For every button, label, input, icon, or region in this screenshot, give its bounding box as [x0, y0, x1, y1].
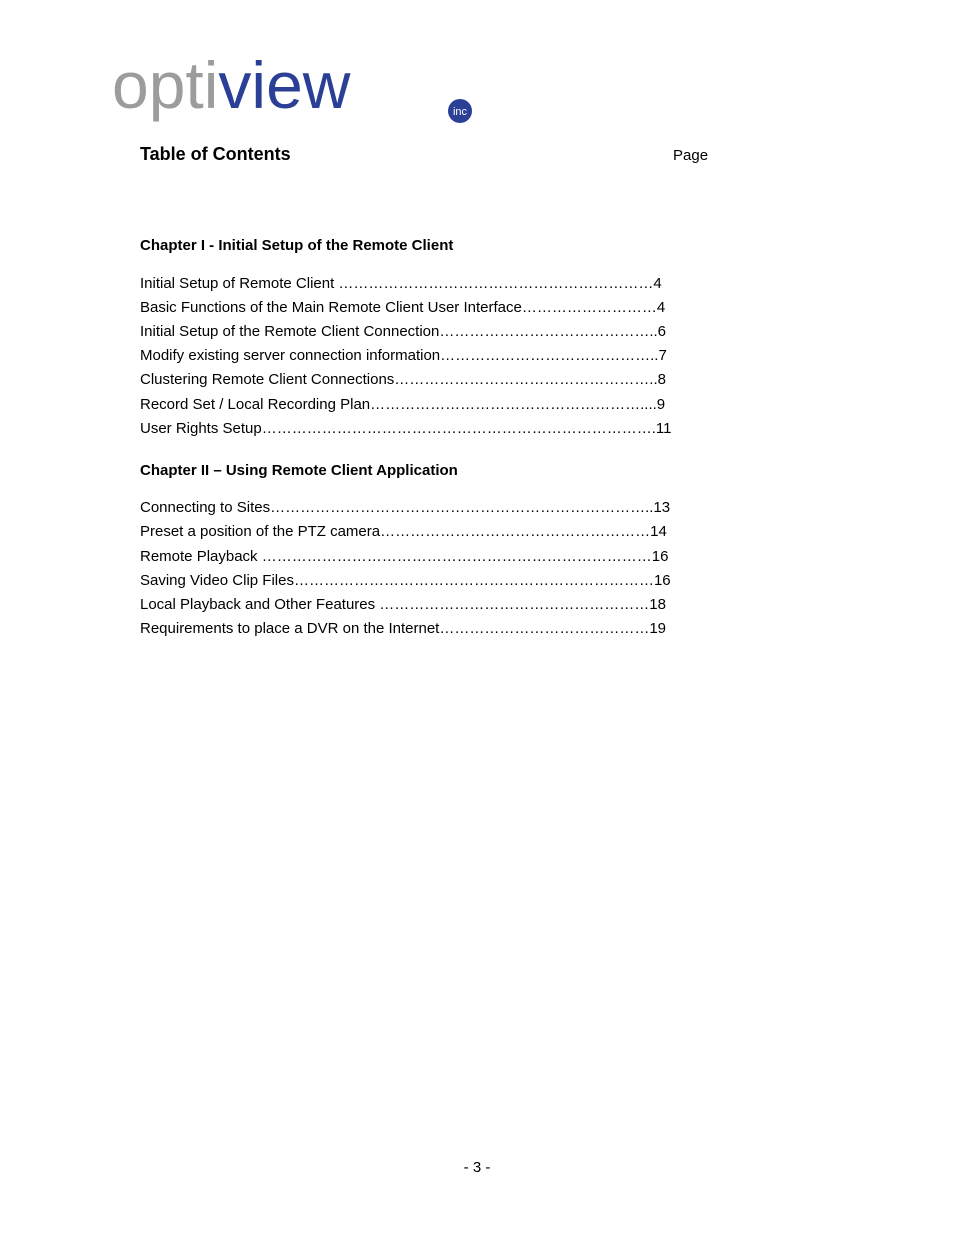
toc-entry: Initial Setup of the Remote Client Connection……………………………………..6	[140, 323, 667, 340]
toc-entry: Basic Functions of the Main Remote Client User Interface………………………4	[140, 299, 666, 316]
toc-entry: Modify existing server connection information……………………………………..7	[140, 347, 667, 364]
chapter-heading: Chapter II – Using Remote Client Application	[140, 462, 458, 479]
toc-entry: Local Playback and Other Features ………………………………………………18	[140, 596, 666, 613]
logo-badge-text: inc	[452, 106, 468, 118]
page-title: Table of Contents	[140, 144, 291, 164]
logo-grey-part: opti	[112, 56, 219, 122]
toc-entry: Initial Setup of Remote Client ………………………………………………………4	[140, 275, 662, 292]
page-number: - 3 -	[463, 1159, 491, 1176]
toc-entry: Record Set / Local Recording Plan………………………………………………....9	[140, 396, 666, 413]
logo-wordmark	[112, 56, 351, 122]
optiview-logo	[112, 56, 478, 128]
toc-entry: Requirements to place a DVR on the Internet……………………………………19	[140, 620, 667, 637]
chapter-heading: Chapter I - Initial Setup of the Remote Client	[140, 237, 454, 254]
toc-entry: Preset a position of the PTZ camera………………………………………………14	[140, 523, 667, 540]
logo-blue-part: view	[218, 56, 351, 122]
toc-entry: Clustering Remote Client Connections……………………………………………..8	[140, 371, 666, 388]
toc-entry: Saving Video Clip Files………………………………………………………………16	[140, 572, 671, 589]
toc-entry: Remote Playback ……………………………………………………………………16	[140, 548, 669, 565]
toc-entry: User Rights Setup…………………………………………………………………….11	[140, 420, 672, 437]
toc-entry: Connecting to Sites…………………………………………………………………..13	[140, 499, 671, 516]
page-column-label: Page	[673, 147, 709, 164]
